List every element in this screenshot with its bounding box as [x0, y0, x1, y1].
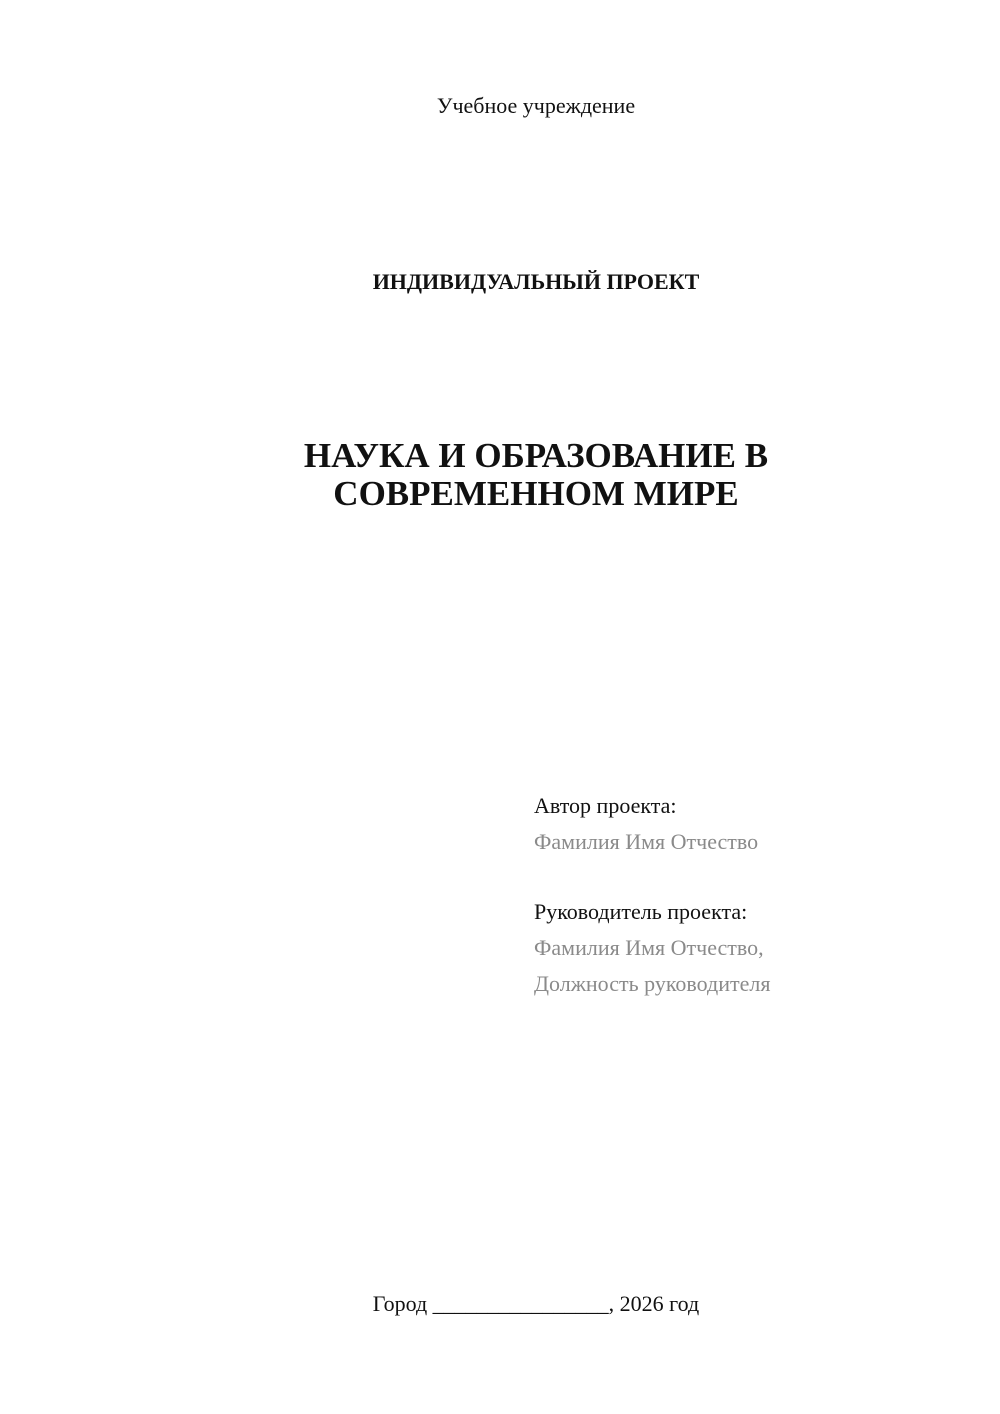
project-title-line-1: НАУКА И ОБРАЗОВАНИЕ В — [303, 436, 769, 475]
author-label: Автор проекта: — [534, 793, 677, 818]
city-year-line: Город ________________, 2026 год — [372, 1291, 700, 1316]
supervisor-label: Руководитель проекта: — [534, 899, 748, 924]
supervisor-position: Должность руководителя — [534, 971, 771, 996]
supervisor-name: Фамилия Имя Отчество, — [534, 935, 764, 960]
document-type: ИНДИВИДУАЛЬНЫЙ ПРОЕКТ — [372, 269, 700, 294]
institution-name: Учебное учреждение — [436, 93, 636, 118]
project-title — [0, 437, 1000, 513]
credits-spacer — [534, 860, 974, 894]
project-title-line-2: СОВРЕМЕННОМ МИРЕ — [333, 474, 739, 513]
credits-block — [534, 788, 974, 1002]
author-name: Фамилия Имя Отчество — [534, 829, 759, 854]
